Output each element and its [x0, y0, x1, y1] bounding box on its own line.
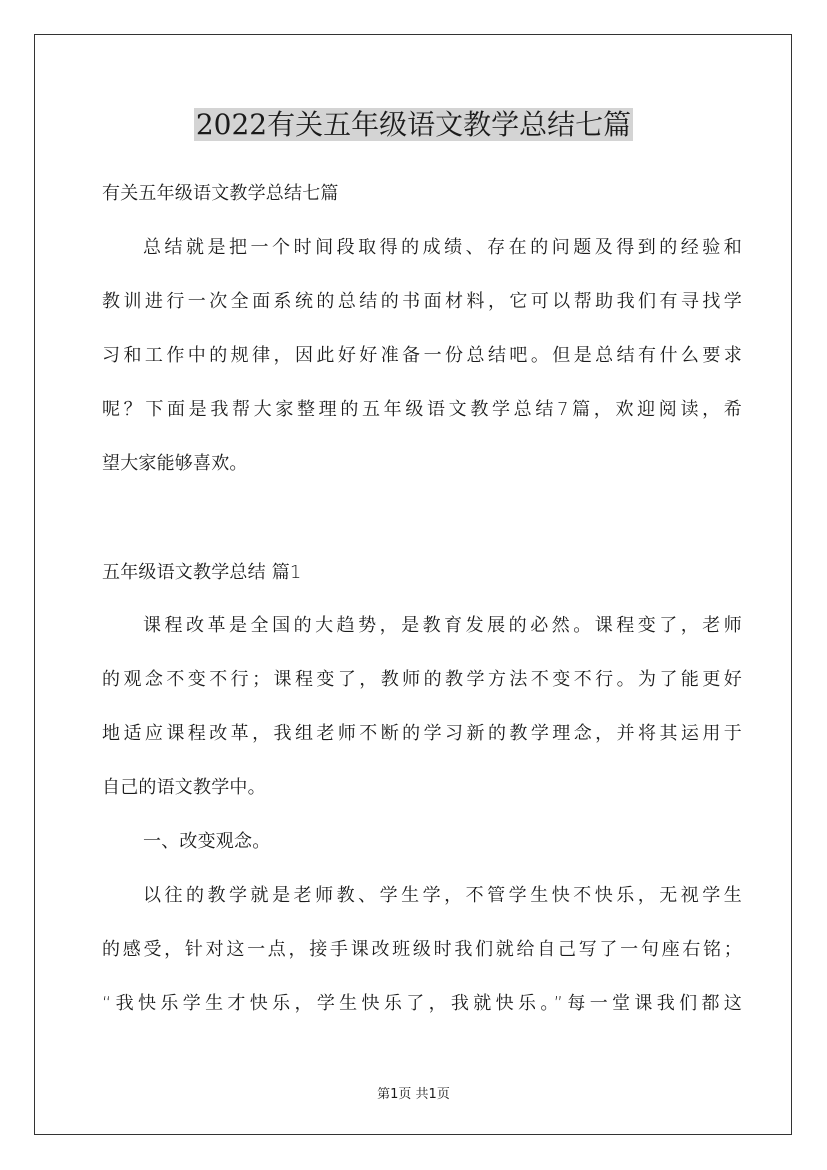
document-subtitle: 有关五年级语文教学总结七篇 [102, 183, 339, 204]
intro-line-4: 呢？下面是我帮大家整理的五年级语文教学总结7篇，欢迎阅读，希 [102, 399, 742, 420]
section-1-line-4: 自己的语文教学中。 [102, 777, 266, 798]
point-1-heading: 一、改变观念。 [143, 831, 271, 852]
point-1-line-3: “我快乐学生才快乐，学生快乐了，我就快乐。”每一堂课我们都这 [102, 993, 742, 1014]
point-1-line-1: 以往的教学就是老师教、学生学，不管学生快不快乐，无视学生 [143, 885, 742, 906]
section-1-line-3: 地适应课程改革，我组老师不断的学习新的教学理念，并将其运用于 [102, 723, 742, 744]
point-1-line-2: 的感受，针对这一点，接手课改班级时我们就给自己写了一句座右铭； [102, 939, 742, 960]
section-1-line-2: 的观念不变不行；课程变了，教师的教学方法不变不行。为了能更好 [102, 669, 742, 690]
intro-line-5: 望大家能够喜欢。 [102, 453, 248, 474]
document-title [0, 104, 827, 145]
intro-line-1: 总结就是把一个时间段取得的成绩、存在的问题及得到的经验和 [143, 237, 742, 258]
section-1-line-1: 课程改革是全国的大趋势，是教育发展的必然。课程变了，老师 [143, 615, 742, 636]
document-title-text: 2022有关五年级语文教学总结七篇 [195, 108, 632, 141]
intro-line-2: 教训进行一次全面系统的总结的书面材料，它可以帮助我们有寻找学 [102, 291, 742, 312]
section-1-heading: 五年级语文教学总结 篇1 [102, 562, 302, 583]
page-footer: 第1页 共1页 [377, 1087, 450, 1102]
intro-line-3: 习和工作中的规律，因此好好准备一份总结吧。但是总结有什么要求 [102, 345, 742, 366]
